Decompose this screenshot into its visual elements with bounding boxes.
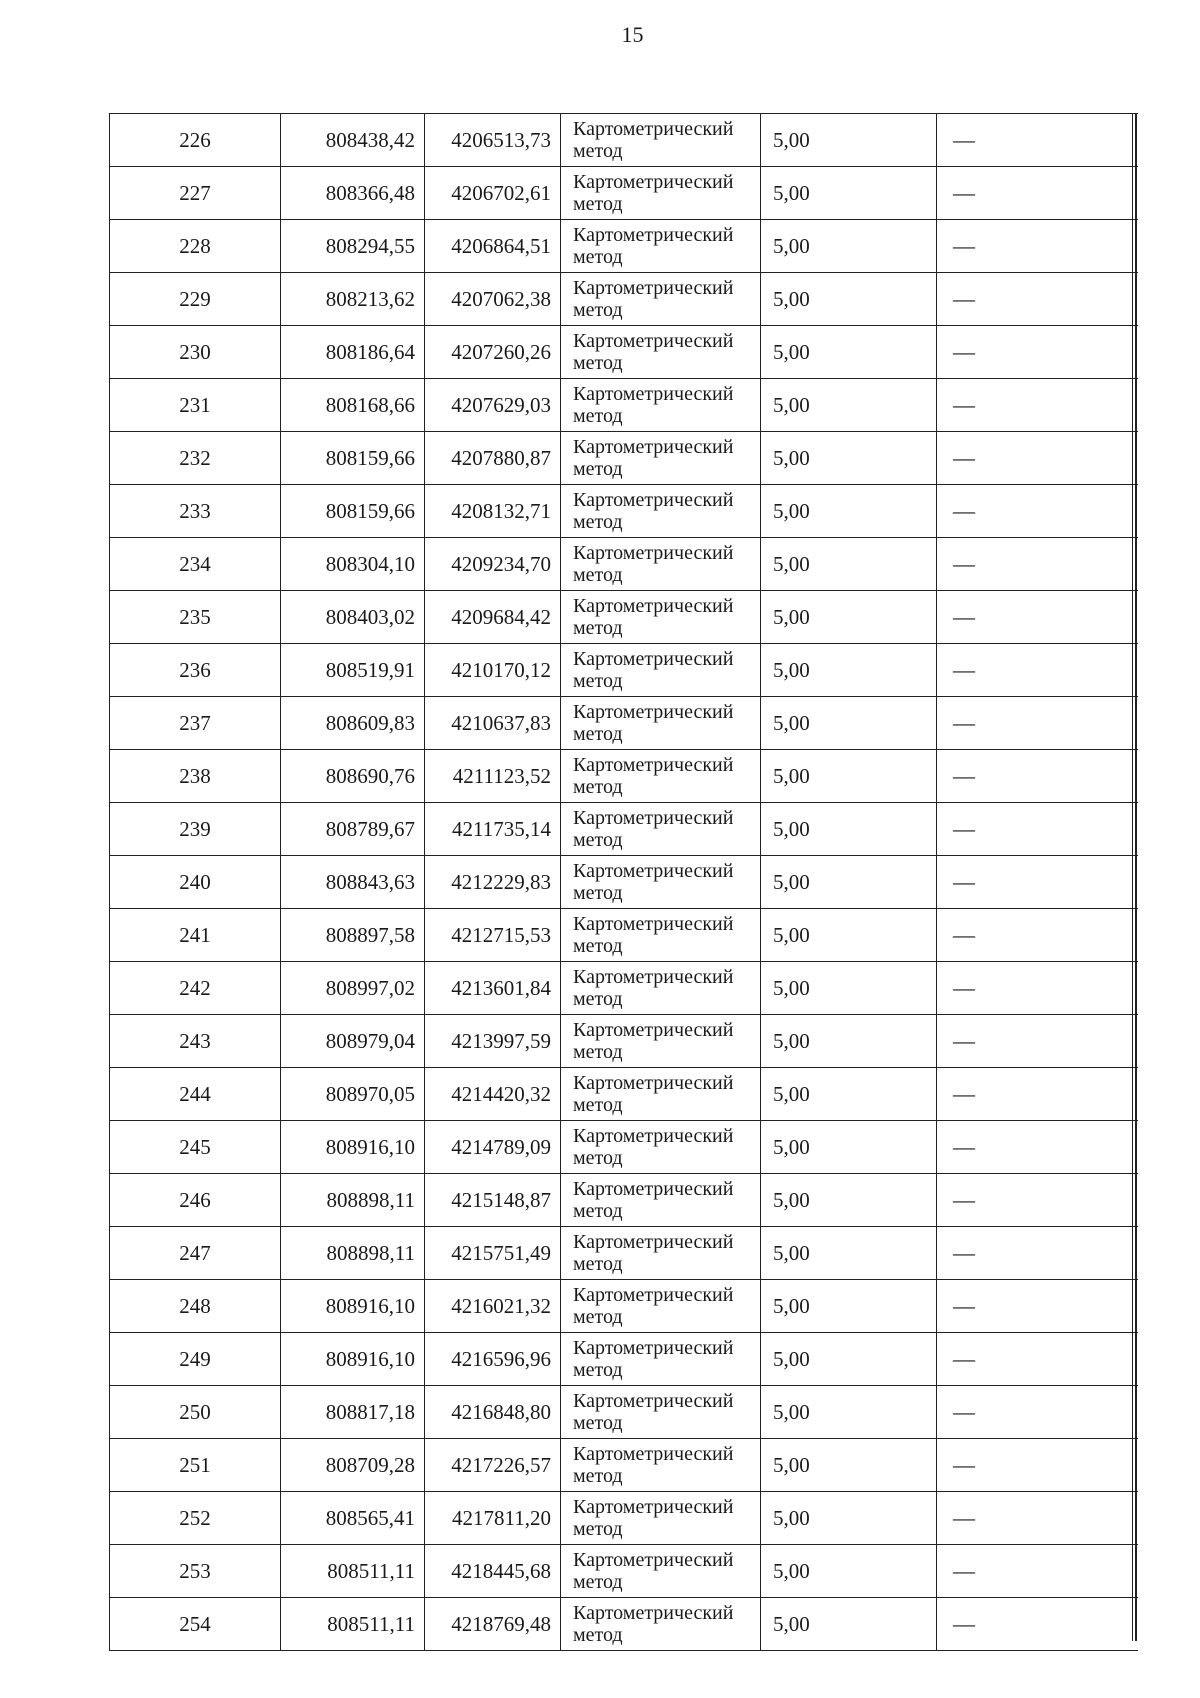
note-cell: — (937, 432, 1138, 485)
x-coordinate-cell: 808519,91 (281, 644, 425, 697)
y-coordinate-cell: 4214420,32 (425, 1068, 561, 1121)
table-row (110, 485, 1138, 538)
point-number-cell: 235 (110, 591, 281, 644)
note-cell: — (937, 1333, 1138, 1386)
x-coordinate-cell: 808898,11 (281, 1227, 425, 1280)
point-number-cell: 247 (110, 1227, 281, 1280)
accuracy-cell: 5,00 (761, 962, 937, 1015)
table-row (110, 591, 1138, 644)
accuracy-cell: 5,00 (761, 432, 937, 485)
y-coordinate-cell: 4216848,80 (425, 1386, 561, 1439)
y-coordinate-cell: 4208132,71 (425, 485, 561, 538)
accuracy-cell: 5,00 (761, 1439, 937, 1492)
note-cell: — (937, 962, 1138, 1015)
accuracy-cell: 5,00 (761, 591, 937, 644)
accuracy-cell: 5,00 (761, 750, 937, 803)
x-coordinate-cell: 808690,76 (281, 750, 425, 803)
x-coordinate-cell: 808159,66 (281, 432, 425, 485)
note-cell: — (937, 697, 1138, 750)
y-coordinate-cell: 4214789,09 (425, 1121, 561, 1174)
x-coordinate-cell: 808916,10 (281, 1280, 425, 1333)
x-coordinate-cell: 808294,55 (281, 220, 425, 273)
point-number-cell: 234 (110, 538, 281, 591)
method-cell: Картометрический метод (561, 697, 761, 750)
accuracy-cell: 5,00 (761, 326, 937, 379)
y-coordinate-cell: 4206702,61 (425, 167, 561, 220)
point-number-cell: 240 (110, 856, 281, 909)
x-coordinate-cell: 808970,05 (281, 1068, 425, 1121)
note-cell: — (937, 1015, 1138, 1068)
table-double-border (1132, 113, 1137, 1641)
x-coordinate-cell: 808997,02 (281, 962, 425, 1015)
note-cell: — (937, 1545, 1138, 1598)
y-coordinate-cell: 4217226,57 (425, 1439, 561, 1492)
table-row (110, 1015, 1138, 1068)
y-coordinate-cell: 4207260,26 (425, 326, 561, 379)
table-row (110, 803, 1138, 856)
x-coordinate-cell: 808366,48 (281, 167, 425, 220)
point-number-cell: 236 (110, 644, 281, 697)
coordinates-table-body (110, 114, 1138, 1651)
coordinates-table-container (109, 113, 1137, 1651)
table-row (110, 167, 1138, 220)
point-number-cell: 226 (110, 114, 281, 167)
point-number-cell: 239 (110, 803, 281, 856)
point-number-cell: 232 (110, 432, 281, 485)
note-cell: — (937, 326, 1138, 379)
accuracy-cell: 5,00 (761, 697, 937, 750)
accuracy-cell: 5,00 (761, 485, 937, 538)
note-cell: — (937, 644, 1138, 697)
point-number-cell: 244 (110, 1068, 281, 1121)
accuracy-cell: 5,00 (761, 1015, 937, 1068)
y-coordinate-cell: 4218769,48 (425, 1598, 561, 1651)
note-cell: — (937, 485, 1138, 538)
method-cell: Картометрический метод (561, 909, 761, 962)
x-coordinate-cell: 808897,58 (281, 909, 425, 962)
table-row (110, 432, 1138, 485)
y-coordinate-cell: 4215751,49 (425, 1227, 561, 1280)
method-cell: Картометрический метод (561, 167, 761, 220)
x-coordinate-cell: 808609,83 (281, 697, 425, 750)
method-cell: Картометрический метод (561, 1227, 761, 1280)
method-cell: Картометрический метод (561, 1015, 761, 1068)
y-coordinate-cell: 4206513,73 (425, 114, 561, 167)
note-cell: — (937, 1439, 1138, 1492)
x-coordinate-cell: 808843,63 (281, 856, 425, 909)
note-cell: — (937, 1174, 1138, 1227)
table-row (110, 1068, 1138, 1121)
x-coordinate-cell: 808817,18 (281, 1386, 425, 1439)
accuracy-cell: 5,00 (761, 1545, 937, 1598)
accuracy-cell: 5,00 (761, 220, 937, 273)
accuracy-cell: 5,00 (761, 273, 937, 326)
y-coordinate-cell: 4216021,32 (425, 1280, 561, 1333)
page-number: 15 (621, 22, 644, 47)
table-row (110, 1333, 1138, 1386)
y-coordinate-cell: 4212229,83 (425, 856, 561, 909)
accuracy-cell: 5,00 (761, 644, 937, 697)
y-coordinate-cell: 4211123,52 (425, 750, 561, 803)
table-row (110, 962, 1138, 1015)
accuracy-cell: 5,00 (761, 1280, 937, 1333)
table-row (110, 114, 1138, 167)
method-cell: Картометрический метод (561, 1280, 761, 1333)
x-coordinate-cell: 808304,10 (281, 538, 425, 591)
point-number-cell: 253 (110, 1545, 281, 1598)
y-coordinate-cell: 4206864,51 (425, 220, 561, 273)
note-cell: — (937, 1492, 1138, 1545)
y-coordinate-cell: 4213997,59 (425, 1015, 561, 1068)
note-cell: — (937, 1068, 1138, 1121)
table-row (110, 379, 1138, 432)
point-number-cell: 231 (110, 379, 281, 432)
table-row (110, 1492, 1138, 1545)
note-cell: — (937, 909, 1138, 962)
note-cell: — (937, 1121, 1138, 1174)
x-coordinate-cell: 808438,42 (281, 114, 425, 167)
table-row (110, 856, 1138, 909)
point-number-cell: 252 (110, 1492, 281, 1545)
method-cell: Картометрический метод (561, 644, 761, 697)
x-coordinate-cell: 808789,67 (281, 803, 425, 856)
note-cell: — (937, 167, 1138, 220)
point-number-cell: 249 (110, 1333, 281, 1386)
table-row (110, 1227, 1138, 1280)
table-row (110, 220, 1138, 273)
y-coordinate-cell: 4207629,03 (425, 379, 561, 432)
point-number-cell: 246 (110, 1174, 281, 1227)
x-coordinate-cell: 808213,62 (281, 273, 425, 326)
method-cell: Картометрический метод (561, 538, 761, 591)
point-number-cell: 233 (110, 485, 281, 538)
x-coordinate-cell: 808186,64 (281, 326, 425, 379)
x-coordinate-cell: 808916,10 (281, 1333, 425, 1386)
accuracy-cell: 5,00 (761, 1386, 937, 1439)
x-coordinate-cell: 808565,41 (281, 1492, 425, 1545)
method-cell: Картометрический метод (561, 1545, 761, 1598)
accuracy-cell: 5,00 (761, 1227, 937, 1280)
method-cell: Картометрический метод (561, 1068, 761, 1121)
table-row (110, 1280, 1138, 1333)
method-cell: Картометрический метод (561, 432, 761, 485)
x-coordinate-cell: 808709,28 (281, 1439, 425, 1492)
table-row (110, 909, 1138, 962)
point-number-cell: 243 (110, 1015, 281, 1068)
note-cell: — (937, 856, 1138, 909)
accuracy-cell: 5,00 (761, 1068, 937, 1121)
method-cell: Картометрический метод (561, 1439, 761, 1492)
method-cell: Картометрический метод (561, 803, 761, 856)
note-cell: — (937, 114, 1138, 167)
point-number-cell: 250 (110, 1386, 281, 1439)
x-coordinate-cell: 808159,66 (281, 485, 425, 538)
method-cell: Картометрический метод (561, 220, 761, 273)
point-number-cell: 248 (110, 1280, 281, 1333)
point-number-cell: 237 (110, 697, 281, 750)
y-coordinate-cell: 4210637,83 (425, 697, 561, 750)
accuracy-cell: 5,00 (761, 803, 937, 856)
y-coordinate-cell: 4212715,53 (425, 909, 561, 962)
method-cell: Картометрический метод (561, 856, 761, 909)
accuracy-cell: 5,00 (761, 114, 937, 167)
method-cell: Картометрический метод (561, 1386, 761, 1439)
point-number-cell: 238 (110, 750, 281, 803)
y-coordinate-cell: 4210170,12 (425, 644, 561, 697)
x-coordinate-cell: 808511,11 (281, 1545, 425, 1598)
x-coordinate-cell: 808898,11 (281, 1174, 425, 1227)
table-row (110, 326, 1138, 379)
accuracy-cell: 5,00 (761, 856, 937, 909)
accuracy-cell: 5,00 (761, 1333, 937, 1386)
y-coordinate-cell: 4213601,84 (425, 962, 561, 1015)
note-cell: — (937, 750, 1138, 803)
x-coordinate-cell: 808403,02 (281, 591, 425, 644)
y-coordinate-cell: 4217811,20 (425, 1492, 561, 1545)
table-row (110, 1545, 1138, 1598)
accuracy-cell: 5,00 (761, 1121, 937, 1174)
table-row (110, 273, 1138, 326)
method-cell: Картометрический метод (561, 379, 761, 432)
accuracy-cell: 5,00 (761, 379, 937, 432)
table-row (110, 1386, 1138, 1439)
point-number-cell: 251 (110, 1439, 281, 1492)
note-cell: — (937, 1386, 1138, 1439)
point-number-cell: 254 (110, 1598, 281, 1651)
accuracy-cell: 5,00 (761, 1174, 937, 1227)
method-cell: Картометрический метод (561, 1174, 761, 1227)
point-number-cell: 228 (110, 220, 281, 273)
x-coordinate-cell: 808168,66 (281, 379, 425, 432)
note-cell: — (937, 1598, 1138, 1651)
method-cell: Картометрический метод (561, 273, 761, 326)
note-cell: — (937, 1280, 1138, 1333)
note-cell: — (937, 538, 1138, 591)
point-number-cell: 229 (110, 273, 281, 326)
method-cell: Картометрический метод (561, 1333, 761, 1386)
y-coordinate-cell: 4207062,38 (425, 273, 561, 326)
y-coordinate-cell: 4209684,42 (425, 591, 561, 644)
method-cell: Картометрический метод (561, 485, 761, 538)
note-cell: — (937, 379, 1138, 432)
x-coordinate-cell: 808916,10 (281, 1121, 425, 1174)
y-coordinate-cell: 4211735,14 (425, 803, 561, 856)
method-cell: Картометрический метод (561, 750, 761, 803)
y-coordinate-cell: 4216596,96 (425, 1333, 561, 1386)
table-row (110, 644, 1138, 697)
table-row (110, 750, 1138, 803)
note-cell: — (937, 220, 1138, 273)
method-cell: Картометрический метод (561, 962, 761, 1015)
x-coordinate-cell: 808511,11 (281, 1598, 425, 1651)
method-cell: Картометрический метод (561, 114, 761, 167)
y-coordinate-cell: 4209234,70 (425, 538, 561, 591)
table-row (110, 697, 1138, 750)
note-cell: — (937, 1227, 1138, 1280)
accuracy-cell: 5,00 (761, 1492, 937, 1545)
accuracy-cell: 5,00 (761, 909, 937, 962)
point-number-cell: 245 (110, 1121, 281, 1174)
method-cell: Картометрический метод (561, 1492, 761, 1545)
accuracy-cell: 5,00 (761, 538, 937, 591)
x-coordinate-cell: 808979,04 (281, 1015, 425, 1068)
note-cell: — (937, 591, 1138, 644)
table-row (110, 1121, 1138, 1174)
method-cell: Картометрический метод (561, 1598, 761, 1651)
point-number-cell: 242 (110, 962, 281, 1015)
y-coordinate-cell: 4218445,68 (425, 1545, 561, 1598)
method-cell: Картометрический метод (561, 326, 761, 379)
note-cell: — (937, 273, 1138, 326)
table-row (110, 1174, 1138, 1227)
point-number-cell: 241 (110, 909, 281, 962)
y-coordinate-cell: 4207880,87 (425, 432, 561, 485)
accuracy-cell: 5,00 (761, 1598, 937, 1651)
y-coordinate-cell: 4215148,87 (425, 1174, 561, 1227)
table-row (110, 1598, 1138, 1651)
point-number-cell: 227 (110, 167, 281, 220)
table-row (110, 1439, 1138, 1492)
table-row (110, 538, 1138, 591)
method-cell: Картометрический метод (561, 591, 761, 644)
method-cell: Картометрический метод (561, 1121, 761, 1174)
accuracy-cell: 5,00 (761, 167, 937, 220)
point-number-cell: 230 (110, 326, 281, 379)
coordinates-table (109, 113, 1138, 1651)
note-cell: — (937, 803, 1138, 856)
